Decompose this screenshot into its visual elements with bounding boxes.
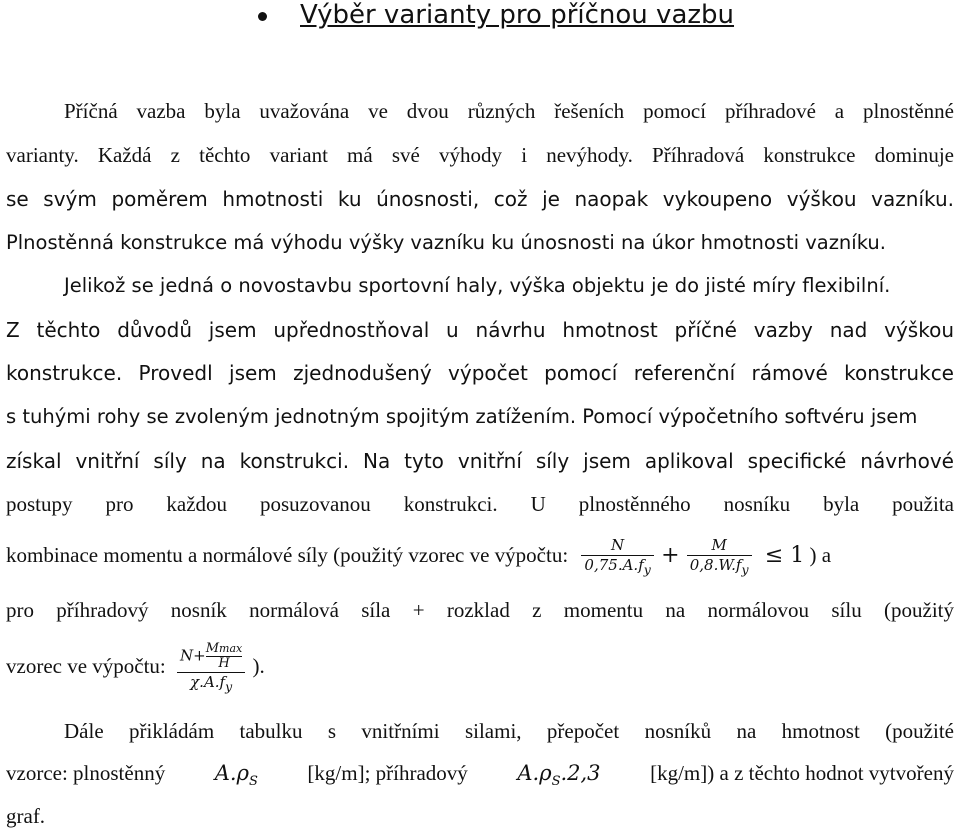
formula-prefix: vzorec ve výpočtu: bbox=[6, 654, 166, 678]
fraction-truss-formula bbox=[177, 642, 245, 695]
text-line: se svým poměrem hmotnosti ku únosnosti, což je naopak vykoupeno výškou vazníku. bbox=[6, 187, 954, 211]
plus-sign: + bbox=[661, 543, 680, 568]
fraction-n-over-area bbox=[581, 537, 653, 578]
text-line: Příčná vazba byla uvažována ve dvou různých řešeních pomocí příhradové a plnostěnné bbox=[64, 99, 954, 123]
fraction-m-over-w bbox=[687, 537, 752, 578]
text-line: s tuhými rohy se zvoleným jednotným spojitým zatížením. Pomocí výpočetního softvéru jsem bbox=[6, 405, 918, 428]
text-span: vzorce: plnostěnný bbox=[6, 761, 166, 785]
bullet-icon bbox=[258, 12, 267, 21]
math-prihradovy: $A.\rho_S.2,3$ bbox=[517, 761, 601, 790]
fraction-denominator: $\chi.A.f_y$ bbox=[177, 672, 245, 695]
fraction-numerator: N bbox=[611, 535, 625, 554]
text-span: [kg/m]; příhradový bbox=[307, 761, 468, 785]
fraction-numerator: N+ $\frac{Mmax}{H}$ bbox=[180, 640, 243, 671]
text-line: Z těchto důvodů jsem upřednostňoval u návrhu hmotnost příčné vazby nad výškou bbox=[6, 318, 954, 342]
text-line: Dále přikládám tabulku s vnitřními silami, přepočet nosníků na hmotnost (použité bbox=[64, 719, 954, 743]
formula-prefix: kombinace momentu a normálové síly (použitý vzorec ve výpočtu: bbox=[6, 543, 569, 567]
math-plnostenny: $A.\rho_S$ bbox=[214, 761, 258, 790]
leq-one: ≤ 1 bbox=[764, 543, 805, 568]
text-line: varianty. Každá z těchto variant má své výhody i nevýhody. Příhradová konstrukce dominuje bbox=[6, 143, 954, 167]
formula-suffix: ). bbox=[252, 654, 265, 678]
text-line-with-math bbox=[6, 760, 954, 795]
formula-suffix: ) a bbox=[809, 543, 832, 567]
text-line: získal vnitřní síly na konstrukci. Na tyto vnitřní síly jsem aplikoval specifické návrhové bbox=[6, 449, 954, 473]
text-line: konstrukce. Provedl jsem zjednodušený výpočet pomocí referenční rámové konstrukce bbox=[6, 361, 954, 385]
text-span: [kg/m]) a z těchto hodnot vytvořený bbox=[650, 761, 954, 785]
formula-line-2 bbox=[6, 635, 954, 697]
formula-line-1 bbox=[6, 530, 954, 580]
text-line: graf. bbox=[6, 804, 46, 828]
section-heading: Výběr varianty pro příčnou vazbu bbox=[300, 0, 735, 30]
text-line: pro příhradový nosník normálová síla + rozklad z momentu na normálovou sílu (použitý bbox=[6, 598, 954, 622]
text-line: postupy pro každou posuzovanou konstrukci. U plnostěnného nosníku byla použita bbox=[6, 492, 954, 516]
fraction-denominator: $0,8.W.f_y$ bbox=[687, 555, 752, 578]
text-line: Jelikož se jedná o novostavbu sportovní haly, výška objektu je do jisté míry flexibilní. bbox=[64, 274, 891, 297]
fraction-denominator: $0,75.A.f_y$ bbox=[581, 555, 653, 578]
fraction-numerator: M bbox=[711, 535, 727, 554]
text-line: Plnostěnná konstrukce má výhodu výšky vazníku ku únosnosti na úkor hmotnosti vazníku. bbox=[6, 231, 886, 254]
